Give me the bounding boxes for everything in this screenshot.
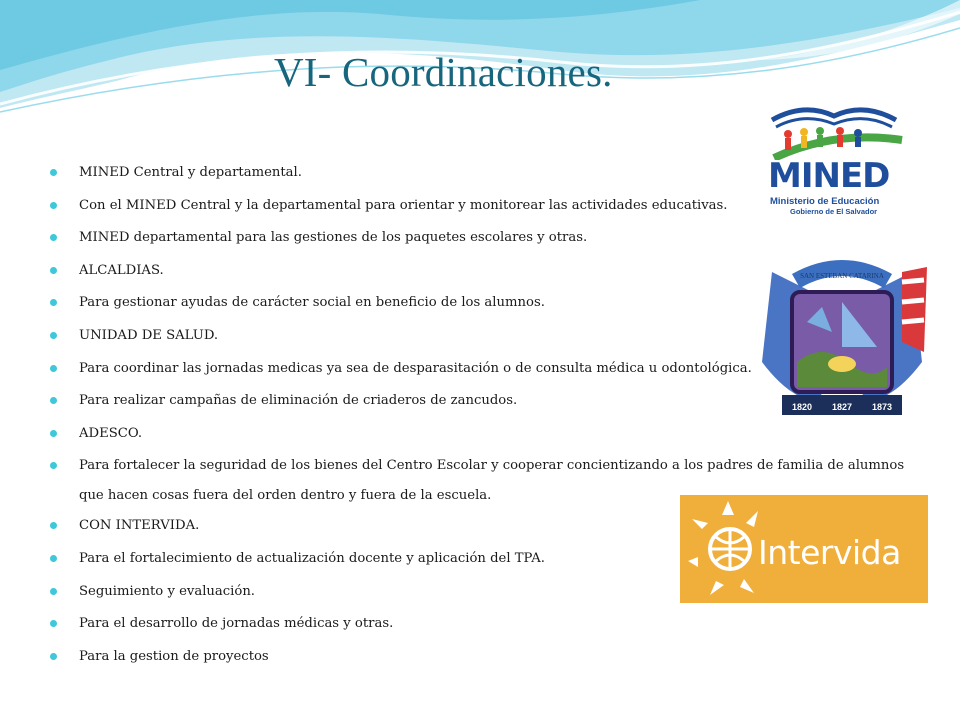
list-item: CON INTERVIDA. [50, 511, 930, 544]
list-item: Para gestionar ayudas de carácter social en beneficio de los alumnos. [50, 288, 930, 321]
intervida-sun-icon [688, 495, 768, 603]
list-item: MINED Central y departamental. [50, 158, 930, 191]
slide-title: VI- Coordinaciones. [274, 49, 613, 95]
bullet-icon [50, 365, 57, 372]
bullet-icon [50, 169, 57, 176]
mined-subtitle: Ministerio de Educación [770, 196, 880, 207]
intervida-wordmark: Intervida [758, 533, 901, 572]
bullet-icon [50, 430, 57, 437]
bullet-icon [50, 267, 57, 274]
coat-of-arms-years: 1820 1827 1873 [792, 402, 892, 412]
list-item: Para el desarrollo de jornadas médicas y otras. [50, 609, 930, 642]
mined-subtitle-2: Gobierno de El Salvador [790, 207, 878, 216]
bullet-icon [50, 397, 57, 404]
bullet-icon [50, 332, 57, 339]
bullet-icon [50, 462, 57, 469]
coat-of-arms-band: SAN ESTEBAN CATARINA [800, 272, 884, 280]
list-item: MINED departamental para las gestiones de los paquetes escolares y otras. [50, 223, 930, 256]
bullet-icon [50, 555, 57, 562]
bullet-icon [50, 522, 57, 529]
mined-logo [764, 100, 904, 218]
mined-book-icon [764, 100, 904, 160]
coat-of-arms-logo [752, 252, 932, 420]
list-item: Para el fortalecimiento de actualización docente y aplicación del TPA. [50, 544, 930, 577]
bullet-icon [50, 234, 57, 241]
list-item: Con el MINED Central y la departamental para orientar y monitorear las actividades educativas. [50, 191, 930, 224]
list-item: ALCALDIAS. [50, 256, 930, 289]
bullet-icon [50, 588, 57, 595]
mined-wordmark: MINED [768, 156, 890, 196]
bullet-icon [50, 299, 57, 306]
list-item: UNIDAD DE SALUD. [50, 321, 930, 354]
list-item: Para realizar campañas de eliminación de criaderos de zancudos. [50, 386, 930, 419]
intervida-logo [680, 495, 928, 603]
bullet-icon [50, 653, 57, 660]
bullet-icon [50, 620, 57, 627]
list-item: Para coordinar las jornadas medicas ya sea de desparasitación o de consulta médica u odontológica. [50, 354, 930, 387]
list-item: Para fortalecer la seguridad de los bienes del Centro Escolar y cooperar concientizando a los padres de familia de alumnos que hacen cosas fuera del orden dentro y fuera de la escuela. [50, 451, 929, 511]
list-item: Seguimiento y evaluación. [50, 577, 930, 610]
list-item: Para la gestion de proyectos [50, 642, 930, 675]
bullet-icon [50, 202, 57, 209]
list-item: ADESCO. [50, 419, 930, 452]
